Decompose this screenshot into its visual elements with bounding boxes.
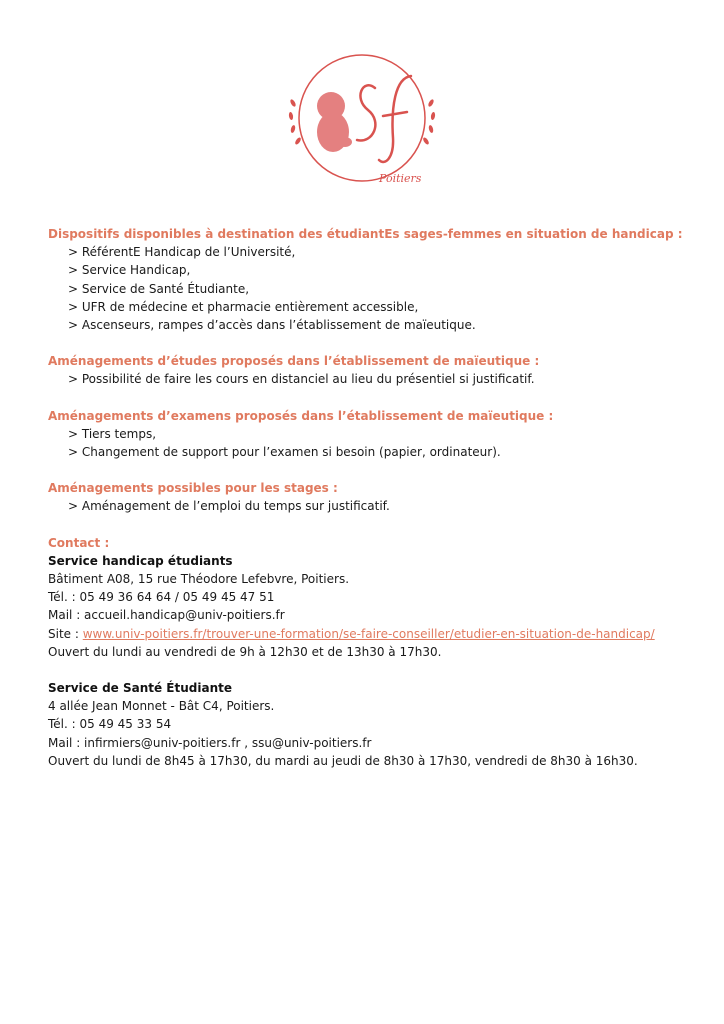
- site-label: Site :: [48, 626, 83, 641]
- list-item: > Tiers temps,: [68, 426, 157, 441]
- contact-phone: Tél. : 05 49 45 33 54: [48, 717, 172, 732]
- document-body: [48, 225, 688, 788]
- contact-hours: Ouvert du lundi de 8h45 à 17h30, du mardi au jeudi de 8h30 à 17h30, vendredi de 8h30 à 16h30.: [48, 753, 638, 768]
- site-link[interactable]: www.univ-poitiers.fr/trouver-une-formation/se-faire-conseiller/etudier-en-situation-de-handicap/: [82, 626, 655, 641]
- contact-sante: [48, 679, 688, 770]
- section-stages: [48, 479, 688, 515]
- logo: [283, 48, 441, 198]
- contact-mail: Mail : infirmiers@univ-poitiers.fr , ssu@univ-poitiers.fr: [48, 735, 372, 750]
- contact-address: Bâtiment A08, 15 rue Théodore Lefebvre, Poitiers.: [48, 572, 350, 587]
- section-heading: Aménagements d’études proposés dans l’établissement de maïeutique :: [48, 354, 540, 369]
- list-item: > Changement de support pour l’examen si besoin (papier, ordinateur).: [68, 445, 501, 460]
- list-item: > Service Handicap,: [68, 263, 191, 278]
- contact-site: [48, 625, 688, 643]
- contact-handicap: [48, 534, 688, 661]
- contact-heading: Contact :: [48, 535, 110, 550]
- section-heading: Dispositifs disponibles à destination des étudiantEs sages-femmes en situation de handicap :: [48, 227, 683, 241]
- contact-hours: Ouvert du lundi au vendredi de 9h à 12h30 et de 13h30 à 17h30.: [48, 644, 442, 659]
- contact-name: Service de Santé Étudiante: [48, 681, 233, 696]
- list-item: > Aménagement de l’emploi du temps sur justificatif.: [68, 499, 390, 514]
- section-amenagements-etudes: [48, 352, 688, 388]
- list-item: > Service de Santé Étudiante,: [68, 281, 250, 296]
- section-amenagements-examens: [48, 407, 688, 462]
- section-dispositifs: [48, 225, 688, 334]
- logo-text: Poitiers: [379, 172, 422, 185]
- list-item: > RéférentE Handicap de l’Université,: [68, 245, 296, 260]
- contact-name: Service handicap étudiants: [48, 553, 233, 568]
- contact-mail: Mail : accueil.handicap@univ-poitiers.fr: [48, 608, 285, 623]
- contact-address: 4 allée Jean Monnet - Bât C4, Poitiers.: [48, 699, 275, 714]
- list-item: > Possibilité de faire les cours en distanciel au lieu du présentiel si justificatif.: [68, 372, 535, 387]
- section-heading: Aménagements d’examens proposés dans l’établissement de maïeutique :: [48, 408, 554, 423]
- list-item: > Ascenseurs, rampes d’accès dans l’établissement de maïeutique.: [68, 318, 476, 333]
- contact-phone: Tél. : 05 49 36 64 64 / 05 49 45 47 51: [48, 590, 275, 605]
- section-heading: Aménagements possibles pour les stages :: [48, 481, 338, 496]
- list-item: > UFR de médecine et pharmacie entièrement accessible,: [68, 299, 419, 314]
